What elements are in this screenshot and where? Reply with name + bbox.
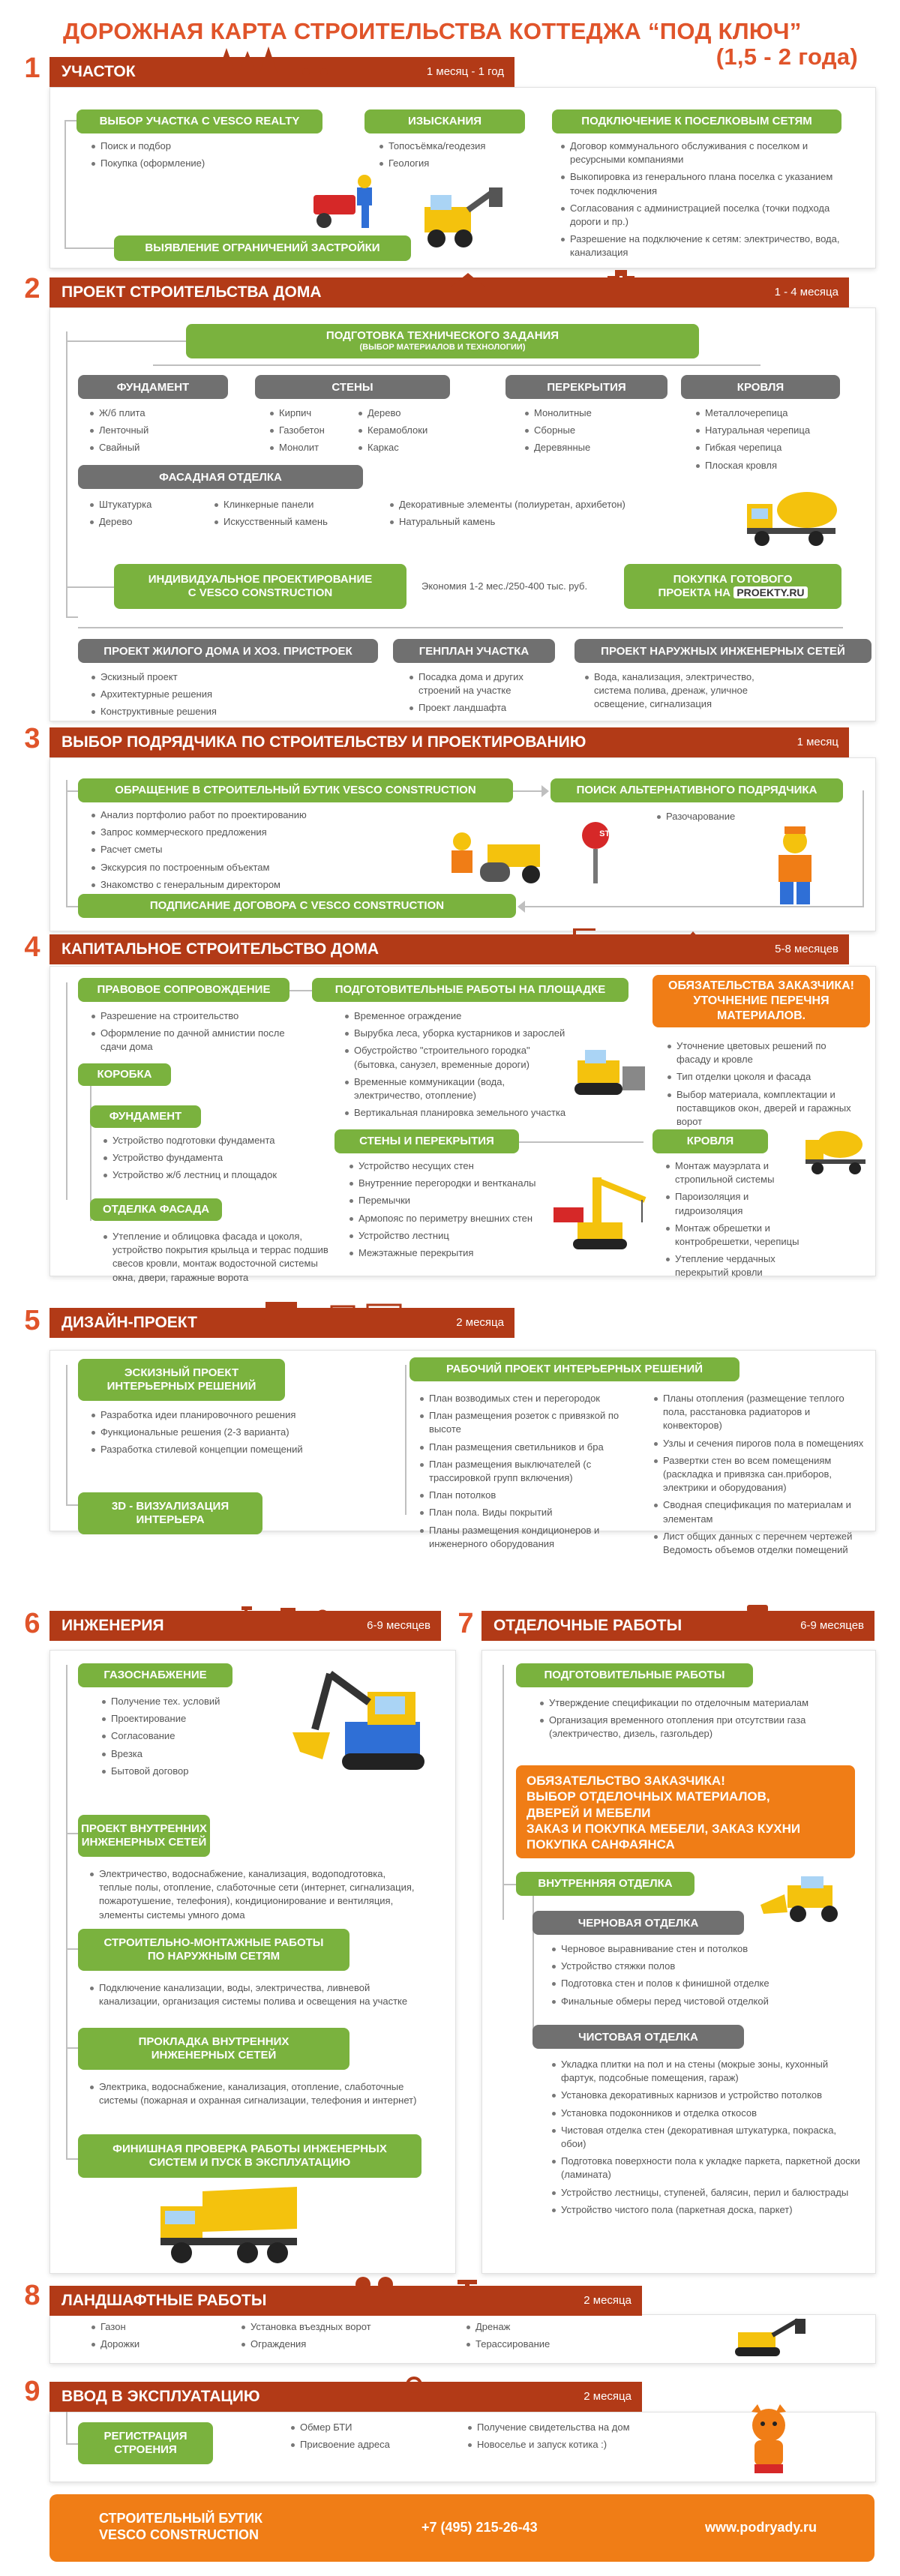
- section-7-number: 7: [458, 1608, 474, 1639]
- section-7-title: ОТДЕЛОЧНЫЕ РАБОТЫ: [494, 1617, 682, 1634]
- section-4-number: 4: [24, 931, 40, 963]
- foundation-box: ФУНДАМЕНТ: [78, 375, 228, 399]
- client-duty-list: Уточнение цветовых решений по фасаду и кровле Тип отделки цоколя и фасада Выбор материала, комплектации и поставщиков окон, дверей и гаражных ворот: [668, 1039, 862, 1132]
- section-5-title: ДИЗАЙН-ПРОЕКТ: [62, 1314, 197, 1331]
- section-3-duration: 1 месяц: [796, 736, 838, 748]
- section-9-number: 9: [24, 2376, 40, 2407]
- site-prep-list: Временное ограждение Вырубка леса, уборка кустарников и зарослей Обустройство "строительного городка" (бытовка, санузел, временные дороги) Временные коммуникации (вода, электричество, отопление) Вертикальная планировка земельного участка: [345, 1009, 570, 1123]
- facade-stage-box: ОТДЕЛКА ФАСАДА: [90, 1198, 222, 1221]
- tech-task-box: ПОДГОТОВКА ТЕХНИЧЕСКОГО ЗАДАНИЯ (ВЫБОР МАТЕРИАЛОВ И ТЕХНОЛОГИИ): [186, 324, 699, 358]
- section-8-duration: 2 месяца: [584, 2294, 632, 2307]
- individual-design-box: ИНДИВИДУАЛЬНОЕ ПРОЕКТИРОВАНИЕ С VESCO CONSTRUCTION: [114, 564, 406, 609]
- registration-box: РЕГИСТРАЦИЯ СТРОЕНИЯ: [78, 2422, 213, 2464]
- ext-networks-list: Вода, канализация, электричество, система полива, дренаж, уличное освещение, сигнализация: [585, 670, 780, 715]
- section-2-number: 2: [24, 273, 40, 304]
- roof-stage-list: Монтаж мауэрлата и стропильной системы Пароизоляция и гидроизоляция Монтаж обрешетки и контробрешетки, черепицы Утепление чердачных перекрытий кровли: [666, 1159, 816, 1284]
- section-5-duration: 2 месяца: [456, 1316, 504, 1329]
- facade-list-b: Клинкерные панели Искусственный камень: [214, 498, 364, 532]
- internal-lay-list: Электрика, водоснабжение, канализация, отопление, слаботочные системы (пожарная и охранная сигнализации, телефония и интернет): [90, 2080, 420, 2111]
- sketch-project-box: ЭСКИЗНЫЙ ПРОЕКТ ИНТЕРЬЕРНЫХ РЕШЕНИЙ: [78, 1359, 285, 1401]
- section-6-title: ИНЖЕНЕРИЯ: [62, 1617, 164, 1634]
- footer-brand: СТРОИТЕЛЬНЫЙ БУТИК VESCO CONSTRUCTION: [99, 2511, 262, 2542]
- section-7-duration: 6-9 месяцев: [800, 1619, 864, 1632]
- section-7-header: [482, 1611, 874, 1641]
- section-4-header: [50, 934, 849, 964]
- section-3-title: ВЫБОР ПОДРЯДЧИКА ПО СТРОИТЕЛЬСТВУ И ПРОЕКТИРОВАНИЮ: [62, 733, 586, 751]
- inner-finish-box: ВНУТРЕННЯЯ ОТДЕЛКА: [516, 1872, 694, 1896]
- cat-figure-icon: [742, 2404, 795, 2476]
- section-2-duration: 1 - 4 месяца: [774, 286, 838, 298]
- commission-list-1: Обмер БТИ Присвоение адреса: [291, 2421, 456, 2455]
- title-line-2: (1,5 - 2 года): [716, 43, 858, 70]
- arrow-right-icon: [542, 785, 549, 797]
- excavator-toy-icon: [417, 177, 507, 249]
- section-4-duration: 5-8 месяцев: [775, 943, 838, 955]
- section-3-header: [50, 727, 849, 757]
- section-9-header: [50, 2382, 642, 2412]
- viz-3d-box: 3D - ВИЗУАЛИЗАЦИЯ ИНТЕРЬЕРА: [78, 1492, 262, 1534]
- loader-toy-icon: [758, 1875, 855, 1924]
- final-check-box: ФИНИШНАЯ ПРОВЕРКА РАБОТЫ ИНЖЕНЕРНЫХ СИСТЕМ И ПУСК В ЭКСПЛУАТАЦИЮ: [78, 2134, 422, 2178]
- walls-list-a: Кирпич Газобетон Монолит: [270, 406, 352, 459]
- external-mount-box: СТРОИТЕЛЬНО-МОНТАЖНЫЕ РАБОТЫ ПО НАРУЖНЫМ СЕТЯМ: [78, 1929, 350, 1971]
- walls-floors-list: Устройство несущих стен Внутренние перегородки и вентканалы Перемычки Армопояс по периметру внешних стен Устройство лестниц Межэтажные перекрытия: [350, 1159, 560, 1264]
- facade-stage-list: Утепление и облицовка фасада и цоколя, устройство покрытия крыльца и террас подшив свесов кровли, монтаж водосточной системы окна, двери, гаражные ворота: [104, 1230, 328, 1288]
- mixer-truck-icon: [802, 1122, 870, 1176]
- footer-banner: [50, 2494, 874, 2562]
- stop-sign-label: STOP: [599, 829, 622, 838]
- survey-list: Топосъёмка/геодезия Геология: [380, 139, 544, 174]
- foundation-stage-list: Устройство подготовки фундамента Устройство фундамента Устройство ж/б лестниц и площадок: [104, 1134, 321, 1186]
- section-3-number: 3: [24, 723, 40, 754]
- landscape-list-1: Газон Дорожки: [92, 2320, 212, 2355]
- section-6-number: 6: [24, 1608, 40, 1639]
- vesco-boutique-list: Анализ портфолио работ по проектированию Запрос коммерческого предложения Расчет сметы Экскурсия по построенным объектам Знакомство с генеральным директором: [92, 808, 376, 895]
- wheelbarrow-toy-icon: [309, 172, 384, 232]
- bulldozer-icon: [562, 1045, 652, 1099]
- working-project-list-b: Планы отопления (размещение теплого пола, расстановка радиаторов и конвекторов) Узлы и сечения пирогов пола в помещениях Развертки стен во всем помещениям (раскладка и привязка сан.приборов, электрики и оборудования) Сводная спецификация по материалам и элементам Лист общих данных с перечнем чертежей Ведомость объемов отделки помещений: [654, 1392, 868, 1561]
- house-bricks-icon: [450, 270, 652, 288]
- arrow-left-icon: [518, 901, 525, 913]
- digger-toy-icon: [285, 1669, 435, 1789]
- legal-support-list: Разрешение на строительство Оформление по дачной амнистии после сдачи дома: [92, 1009, 286, 1058]
- crane-toy-icon: [548, 1170, 652, 1252]
- site-prep-box: ПОДГОТОВИТЕЛЬНЫЕ РАБОТЫ НА ПЛОЩАДКЕ: [312, 978, 628, 1002]
- title-line-1: ДОРОЖНАЯ КАРТА СТРОИТЕЛЬСТВА КОТТЕДЖА “ПОД КЛЮЧ”: [63, 18, 802, 44]
- legal-support-box: ПРАВОВОЕ СОПРОВОЖДЕНИЕ: [78, 978, 290, 1002]
- concrete-truck-icon: [742, 474, 840, 549]
- foundation-stage-box: ФУНДАМЕНТ: [90, 1105, 201, 1128]
- alt-contractor-list: Разочарование: [657, 810, 792, 827]
- section-2-title: ПРОЕКТ СТРОИТЕЛЬСТВА ДОМА: [62, 283, 322, 301]
- box-stage-box: КОРОБКА: [78, 1063, 171, 1086]
- workers-roller-icon: [435, 814, 622, 889]
- building-limits-box: ВЫЯВЛЕНИЕ ОГРАНИЧЕНИЙ ЗАСТРОЙКИ: [114, 235, 411, 261]
- internal-lay-box: ПРОКЛАДКА ВНУТРЕННИХ ИНЖЕНЕРНЫХ СЕТЕЙ: [78, 2028, 350, 2070]
- working-project-box: РАБОЧИЙ ПРОЕКТ ИНТЕРЬЕРНЫХ РЕШЕНИЙ: [410, 1357, 740, 1381]
- section-5-number: 5: [24, 1305, 40, 1336]
- facade-list-c: Декоративные элементы (полиуретан, архибетон) Натуральный камень: [390, 498, 630, 532]
- section-9-title: ВВОД В ЭКСПЛУАТАЦИЮ: [62, 2388, 260, 2405]
- section-1-title: УЧАСТОК: [62, 63, 136, 80]
- landscape-icons: [352, 2277, 502, 2298]
- section-1-number: 1: [24, 52, 40, 84]
- commission-list-2: Получение свидетельства на дом Новоселье и запуск котика :): [468, 2421, 693, 2455]
- economy-note: Экономия 1-2 мес./250-400 тыс. руб.: [422, 580, 588, 592]
- small-excavator-icon: [723, 2314, 813, 2359]
- survey-box: ИЗЫСКАНИЯ: [364, 109, 525, 133]
- house-project-box: ПРОЕКТ ЖИЛОГО ДОМА И ХОЗ. ПРИСТРОЕК: [78, 639, 378, 663]
- section-6-duration: 6-9 месяцев: [367, 1619, 430, 1632]
- proekty-logo: PROEKTY.RU: [734, 586, 807, 598]
- house-project-list: Эскизный проект Архитектурные решения Конструктивные решения: [92, 670, 362, 723]
- paint-roller-icon: [742, 1603, 772, 1626]
- client-duty-box: ОБЯЗАТЕЛЬСТВА ЗАКАЗЧИКА! УТОЧНЕНИЕ ПЕРЕЧНЯ МАТЕРИАЛОВ.: [652, 975, 870, 1027]
- working-project-list-a: План возводимых стен и перегородок План размещения розеток с привязкой по высоте План размещения светильников и бра План размещения выключателей (с трассировкой групп включения) План потолков План пола. Виды покрытий Планы размещения кондиционеров и инженерного оборудования: [420, 1392, 630, 1555]
- gas-supply-list: Получение тех. условий Проектирование Согласование Врезка Бытовой договор: [102, 1695, 267, 1782]
- select-plot-list: Поиск и подбор Покупка (оформление): [92, 139, 264, 174]
- roof-list: Металлочерепица Натуральная черепица Гибкая черепица Плоская кровля: [696, 406, 846, 476]
- crane-house-icon: [570, 927, 705, 945]
- section-8-title: ЛАНДШАФТНЫЕ РАБОТЫ: [62, 2292, 267, 2309]
- facade-box: ФАСАДНАЯ ОТДЕЛКА: [78, 465, 363, 489]
- roof-stage-box: КРОВЛЯ: [652, 1129, 768, 1153]
- dump-truck-icon: [158, 2184, 300, 2266]
- external-mount-list: Подключение канализации, воды, электричества, ливневой канализации, организация системы полива и освещения на участке: [90, 1981, 420, 2012]
- facade-list-a: Штукатурка Дерево: [90, 498, 202, 532]
- gas-supply-box: ГАЗОСНАБЖЕНИЕ: [78, 1663, 232, 1687]
- finish-prep-box: ПОДГОТОВИТЕЛЬНЫЕ РАБОТЫ: [516, 1663, 753, 1687]
- network-connect-list: Договор коммунального обслуживания с поселком и ресурсными компаниями Выкопировка из генерального плана поселка с указанием точек подключения Согласования с администрацией поселка (точки подхода дороги и пр.) Разрешение на подключение к сетям: электричество, вода, канализация: [561, 139, 840, 264]
- sign-contract-box: ПОДПИСАНИЕ ДОГОВОРА С VESCO CONSTRUCTION: [78, 894, 516, 918]
- section-8-number: 8: [24, 2280, 40, 2311]
- landscape-list-3: Дренаж Терассирование: [466, 2320, 632, 2355]
- select-plot-box: ВЫБОР УЧАСТКА С VESCO REALTY: [76, 109, 322, 133]
- genplan-box: ГЕНПЛАН УЧАСТКА: [393, 639, 555, 663]
- alt-contractor-box: ПОИСК АЛЬТЕРНАТИВНОГО ПОДРЯДЧИКА: [550, 778, 843, 802]
- walls-box: СТЕНЫ: [255, 375, 450, 399]
- finish-prep-list: Утверждение спецификации по отделочным материалам Организация временного отопления при отсутствии газа (электричество, дизель, газгольдер): [540, 1696, 855, 1745]
- internal-networks-project-box: ПРОЕКТ ВНУТРЕННИХ ИНЖЕНЕРНЫХ СЕТЕЙ: [78, 1815, 210, 1857]
- buy-ready-project-box: ПОКУПКА ГОТОВОГО ПРОЕКТА НА PROEKTY.RU: [624, 564, 842, 609]
- rough-finish-list: Черновое выравнивание стен и потолков Устройство стяжки полов Подготовка стен и полов к финишной отделке Финальные обмеры перед чистовой отделкой: [552, 1942, 852, 2012]
- floors-list: Монолитные Сборные Деревянные: [525, 406, 660, 459]
- floors-box: ПЕРЕКРЫТИЯ: [506, 375, 668, 399]
- furniture-icons: [260, 1300, 410, 1323]
- footer-phone[interactable]: +7 (495) 215-26-43: [422, 2520, 538, 2535]
- foundation-list: Ж/б плита Ленточный Свайный: [90, 406, 225, 459]
- finish-client-duty-box: ОБЯЗАТЕЛЬСТВО ЗАКАЗЧИКА! ВЫБОР ОТДЕЛОЧНЫХ МАТЕРИАЛОВ, ДВЕРЕЙ И МЕБЕЛИ ЗАКАЗ И ПОКУПКА МЕБЕЛИ, ЗАКАЗ КУХНИ ПОКУПКА САНФАЯНСА: [516, 1765, 855, 1858]
- ext-networks-box: ПРОЕКТ НАРУЖНЫХ ИНЖЕНЕРНЫХ СЕТЕЙ: [574, 639, 872, 663]
- vesco-boutique-box: ОБРАЩЕНИЕ В СТРОИТЕЛЬНЫЙ БУТИК VESCO CONSTRUCTION: [78, 778, 513, 802]
- section-4-title: КАПИТАЛЬНОЕ СТРОИТЕЛЬСТВО ДОМА: [62, 940, 379, 958]
- tools-icon: [240, 1603, 338, 1626]
- footer-website-link[interactable]: www.podryady.ru: [705, 2520, 818, 2535]
- section-8-header: [50, 2286, 642, 2316]
- section-1-duration: 1 месяц - 1 год: [426, 65, 504, 78]
- sketch-project-list: Разработка идеи планировочного решения Функциональные решения (2-3 варианта) Разработка стилевой концепции помещений: [92, 1408, 346, 1461]
- rough-finish-box: ЧЕРНОВАЯ ОТДЕЛКА: [532, 1911, 744, 1935]
- clean-finish-box: ЧИСТОВАЯ ОТДЕЛКА: [532, 2025, 744, 2049]
- landscape-list-2: Установка въездных ворот Ограждения: [242, 2320, 436, 2355]
- keys-icon: [405, 2374, 450, 2395]
- internal-networks-project-list: Электричество, водоснабжение, канализация, водоподготовка, теплые полы, отопление, слаботочные сети (интернет, сигнализация, пожаротушение, телефония), кондиционирование и вентиляция, элементы системы умного дома: [90, 1867, 420, 1926]
- trees-icon: [210, 43, 345, 75]
- section-2-header: [50, 277, 849, 307]
- roof-box: КРОВЛЯ: [681, 375, 840, 399]
- walls-list-b: Дерево Керамоблоки Каркас: [358, 406, 448, 459]
- worker-figure-icon: [765, 825, 825, 907]
- section-9-duration: 2 месяца: [584, 2390, 632, 2403]
- clean-finish-list: Укладка плитки на пол и на стены (мокрые зоны, кухонный фартук, подсобные помещения, гараж) Установка декоративных карнизов и устройство потолков Установка подоконников и отделка откосов Чистовая отделка стен (декоративная штукатурка, покраска, обои) Подготовка поверхности пола к укладке паркета, паркетной доски (ламината) Устройство лестницы, ступеней, балясин, перил и балюстрады Устройство чистого пола (паркетная доска, паркет): [552, 2058, 862, 2221]
- genplan-list: Посадка дома и других строений на участке Проект ландшафта: [410, 670, 552, 719]
- walls-floors-box: СТЕНЫ И ПЕРЕКРЫТИЯ: [334, 1129, 519, 1153]
- network-connect-box: ПОДКЛЮЧЕНИЕ К ПОСЕЛКОВЫМ СЕТЯМ: [552, 109, 842, 133]
